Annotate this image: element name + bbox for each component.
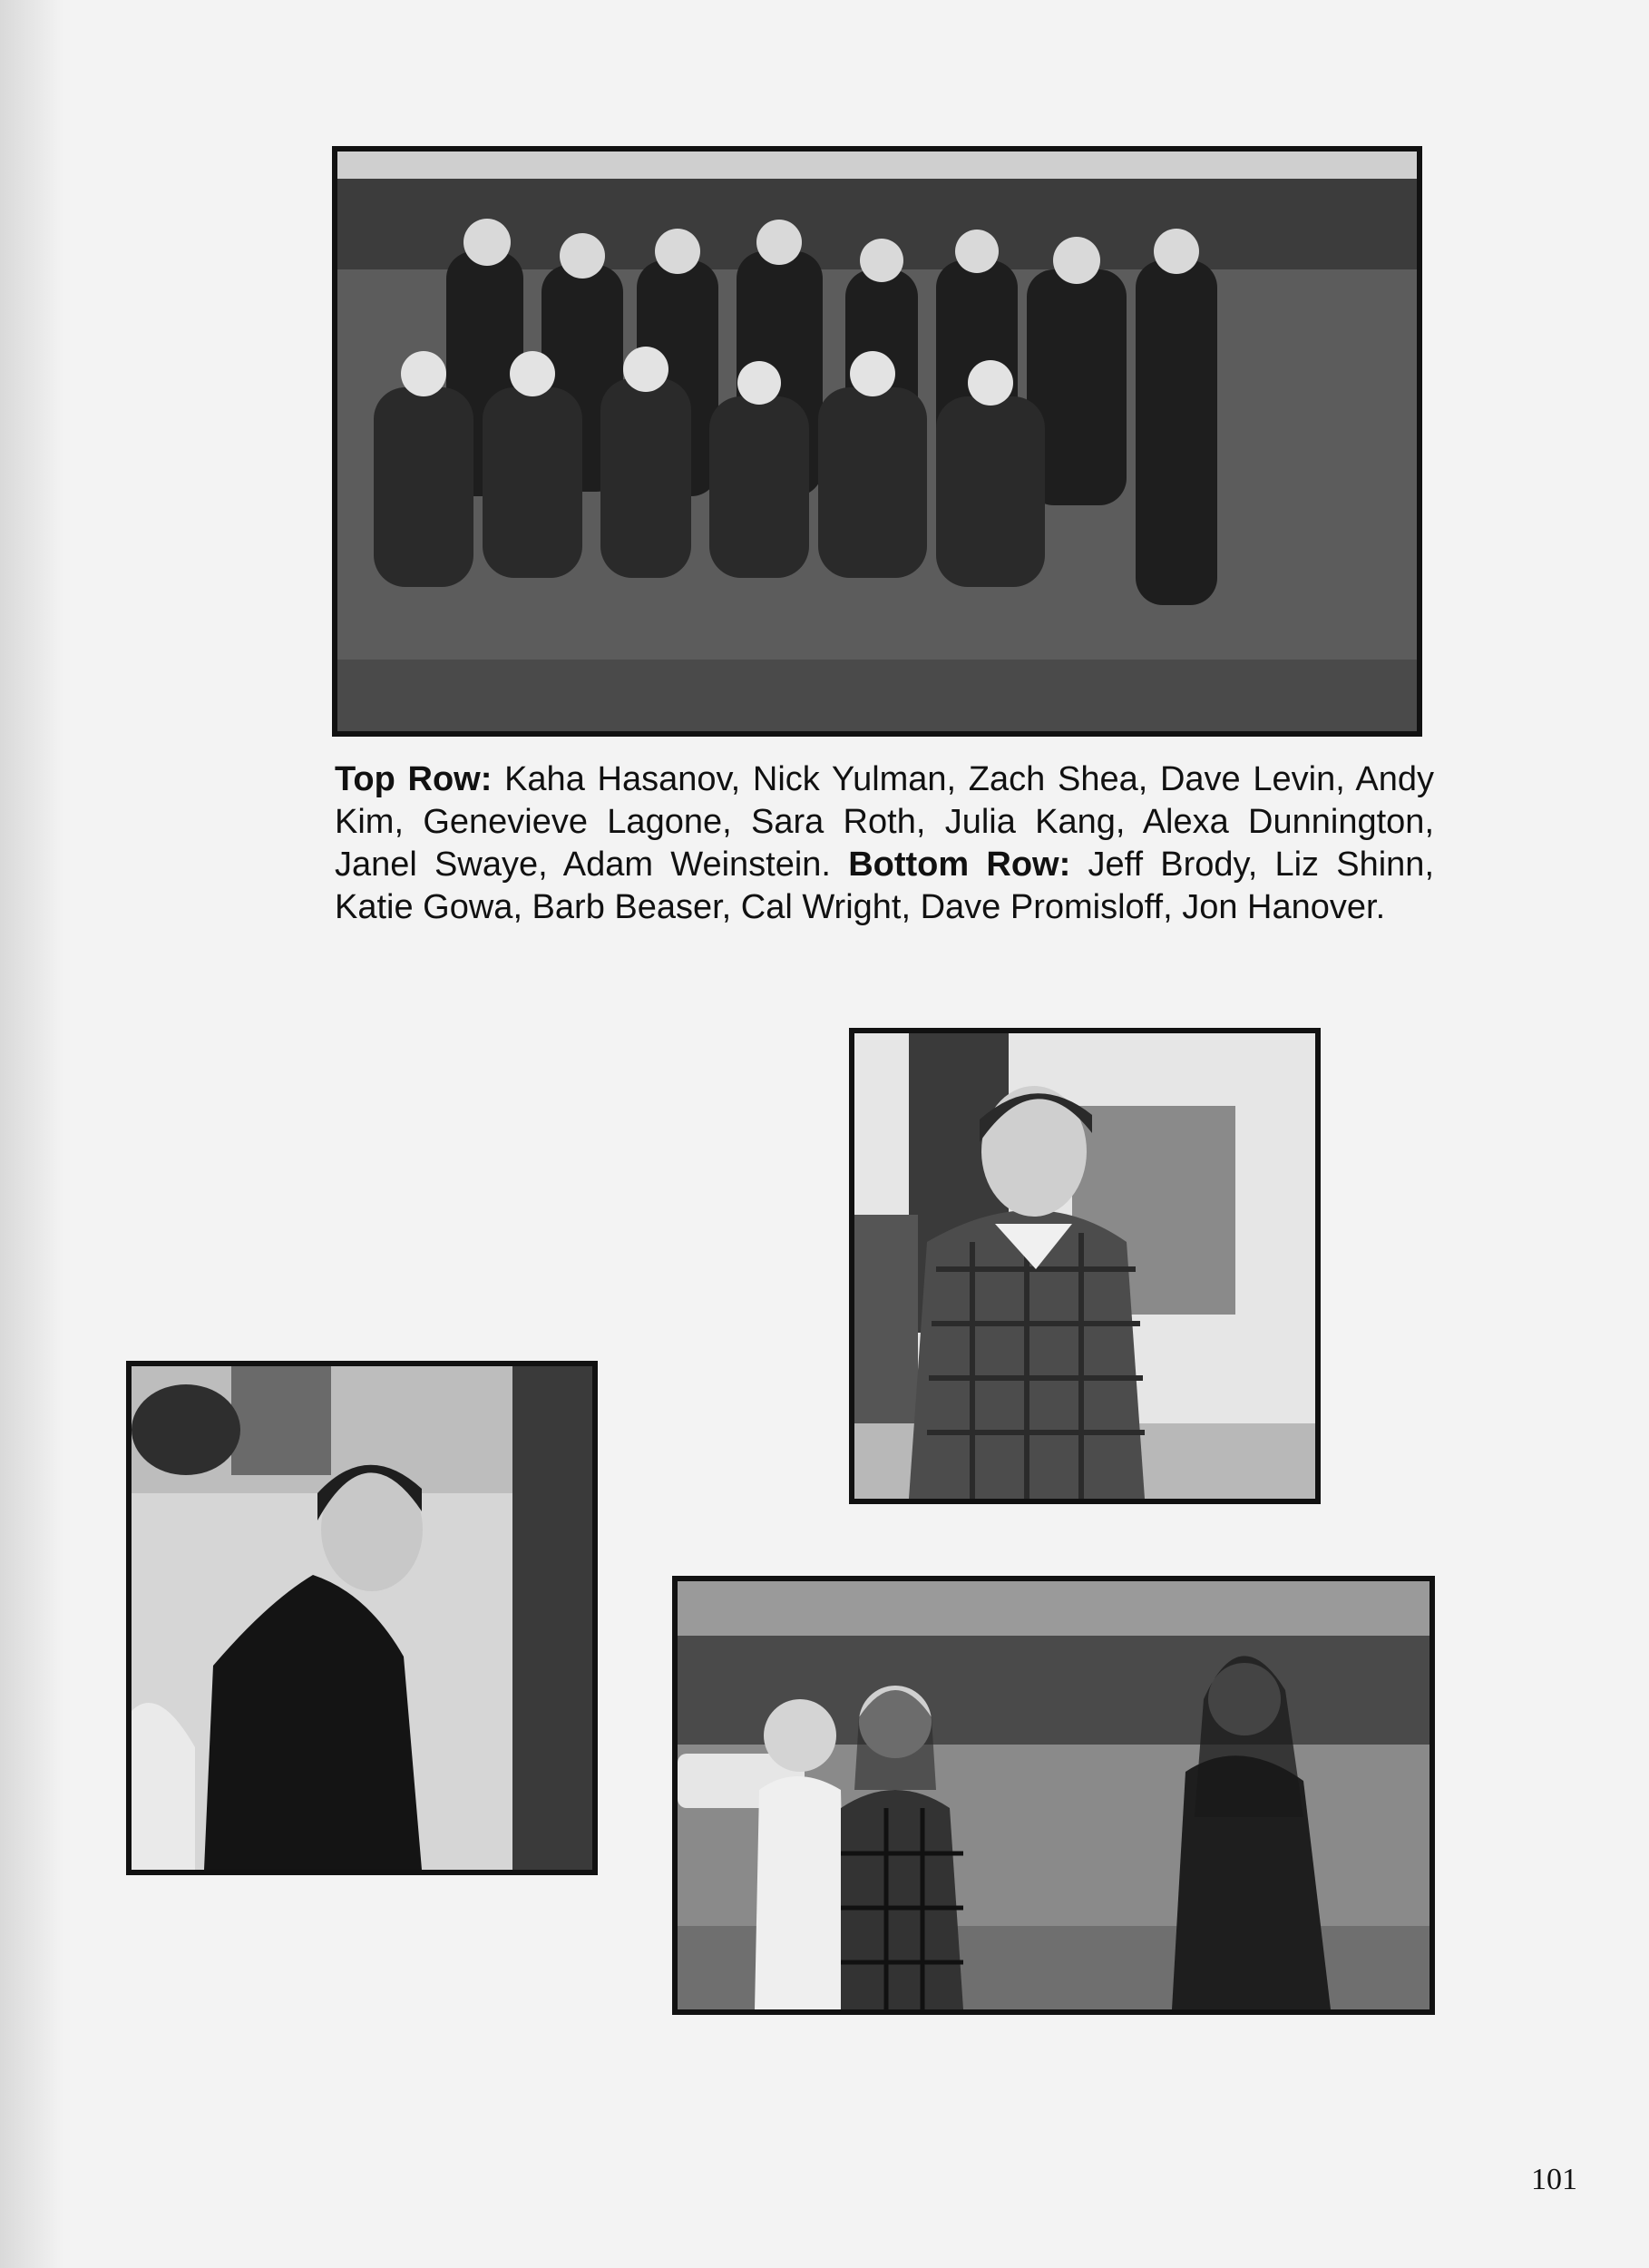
top-row-label: Top Row: <box>335 760 493 798</box>
bottom-row-label: Bottom Row: <box>848 846 1071 884</box>
group-photo-image <box>337 152 1417 731</box>
page-number: 101 <box>1531 2163 1577 2196</box>
group-photo <box>332 146 1422 737</box>
boy-hoodie-photo-image <box>132 1366 592 1870</box>
three-girls-photo-image <box>678 1581 1429 2009</box>
page-binding-edge <box>0 0 63 2268</box>
boy-plaid-photo-image <box>854 1033 1315 1499</box>
boy-hoodie-photo <box>126 1361 598 1875</box>
group-photo-caption <box>335 758 1434 929</box>
boy-plaid-photo <box>849 1028 1321 1504</box>
three-girls-photo <box>672 1576 1435 2015</box>
bottom-row-names: Jeff Brody, Liz Shinn, Katie Gowa, Barb Beaser, Cal Wright, Dave Promisloff, Jon Hanover. <box>335 846 1434 926</box>
top-row-names: Kaha Hasanov, Nick Yulman, Zach Shea, Dave Levin, Andy Kim, Genevieve Lagone, Sara Roth, Julia Kang, Alexa Dunnington, Janel Swaye, Adam Weinstein. <box>335 760 1434 884</box>
